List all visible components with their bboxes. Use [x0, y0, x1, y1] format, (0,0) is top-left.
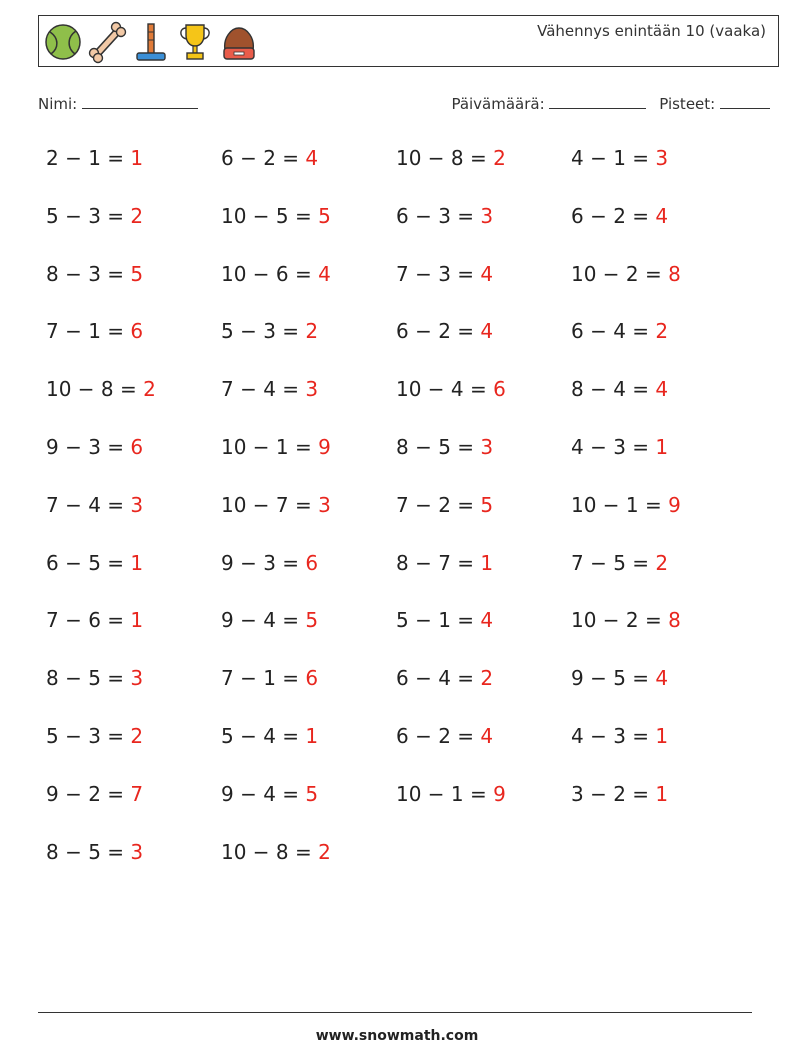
problem-item [46, 377, 156, 401]
problem-question: 8 − 5 = [46, 839, 131, 864]
problem-question: 10 − 1 = [396, 781, 494, 806]
problem-answer: 6 [130, 435, 144, 459]
problem-question: 7 − 2 = [396, 492, 481, 517]
problem-item [46, 666, 143, 690]
problem-question: 8 − 4 = [571, 377, 656, 402]
problem-item [46, 262, 143, 286]
name-field[interactable] [38, 94, 198, 113]
problem-question: 5 − 3 = [221, 319, 306, 344]
problem-question: 10 − 6 = [221, 261, 319, 286]
problem-question: 6 − 4 = [396, 666, 481, 691]
problem-answer: 3 [130, 666, 144, 691]
problem-item [396, 608, 493, 632]
problem-answer: 6 [493, 377, 506, 402]
problem-answer: 6 [305, 550, 319, 575]
problem-item [46, 551, 143, 575]
problem-answer: 2 [318, 839, 331, 864]
problem-answer: 1 [305, 724, 319, 748]
problem-item [571, 551, 668, 575]
problem-answer: 2 [655, 319, 669, 344]
worksheet-title: Vähennys enintään 10 (vaaka) [537, 22, 766, 40]
problem-question: 8 − 7 = [396, 550, 481, 575]
problem-item [221, 262, 331, 286]
date-blank[interactable] [549, 94, 646, 109]
worksheet-header [38, 15, 779, 67]
problem-item [396, 204, 493, 228]
problem-question: 10 − 1 = [221, 435, 319, 459]
date-label: Päivämäärä: [451, 95, 545, 113]
problem-answer: 2 [130, 203, 144, 228]
problem-answer: 4 [305, 146, 319, 170]
problem-answer: 4 [655, 203, 669, 228]
problem-item [221, 782, 318, 806]
problem-item [396, 262, 493, 286]
problem-answer: 9 [318, 435, 331, 459]
problem-question: 9 − 3 = [221, 550, 306, 575]
problem-item [396, 377, 506, 401]
problem-answer: 2 [493, 146, 506, 170]
problem-question: 8 − 5 = [46, 666, 131, 691]
problem-question: 5 − 1 = [396, 608, 481, 633]
problem-question: 7 − 1 = [46, 319, 131, 344]
problem-answer: 6 [305, 666, 319, 691]
problem-question: 8 − 3 = [46, 261, 131, 286]
problem-answer: 1 [130, 608, 144, 633]
problem-answer: 1 [655, 724, 669, 748]
problem-item [396, 146, 506, 170]
problem-question: 10 − 5 = [221, 203, 319, 228]
problem-answer: 4 [318, 261, 331, 286]
problem-answer: 5 [480, 492, 494, 517]
problem-item [571, 319, 668, 343]
problem-answer: 4 [480, 319, 494, 344]
problem-item [221, 319, 318, 343]
problem-answer: 2 [655, 550, 669, 575]
problem-question: 6 − 3 = [396, 203, 481, 228]
problem-answer: 5 [130, 261, 144, 286]
problem-question: 4 − 1 = [571, 146, 656, 170]
problem-question: 6 − 2 = [396, 724, 481, 748]
problem-answer: 3 [130, 839, 144, 864]
problem-question: 10 − 4 = [396, 377, 494, 402]
problem-item [396, 666, 493, 690]
problem-question: 9 − 3 = [46, 435, 131, 459]
problem-question: 6 − 2 = [221, 146, 306, 170]
problem-answer: 3 [318, 492, 331, 517]
problem-answer: 3 [655, 146, 669, 170]
problem-item [571, 608, 681, 632]
problem-item [571, 377, 668, 401]
scratching-post-icon [131, 20, 171, 64]
problem-answer: 4 [480, 608, 494, 633]
problem-answer: 4 [480, 724, 494, 748]
problem-item [46, 319, 143, 343]
problem-item [396, 493, 493, 517]
problem-answer: 7 [130, 781, 144, 806]
problem-answer: 2 [143, 377, 156, 402]
problem-question: 6 − 2 = [396, 319, 481, 344]
problem-question: 8 − 5 = [396, 435, 481, 459]
problem-item [396, 319, 493, 343]
problem-answer: 3 [305, 377, 319, 402]
problem-question: 10 − 8 = [396, 146, 494, 170]
problem-question: 10 − 1 = [571, 492, 669, 517]
problem-item [571, 782, 668, 806]
problem-item [396, 782, 506, 806]
problem-question: 5 − 4 = [221, 724, 306, 748]
problem-item [221, 840, 331, 864]
footer-divider [38, 1012, 752, 1013]
problem-item [221, 551, 318, 575]
problem-question: 10 − 8 = [221, 839, 319, 864]
problem-item [571, 724, 668, 748]
problem-question: 7 − 4 = [46, 492, 131, 517]
problem-question: 3 − 2 = [571, 781, 656, 806]
problem-question: 7 − 1 = [221, 666, 306, 691]
problem-answer: 1 [130, 146, 144, 170]
problem-answer: 4 [480, 261, 494, 286]
problem-item [571, 262, 681, 286]
problem-question: 6 − 2 = [571, 203, 656, 228]
problem-question: 10 − 8 = [46, 377, 144, 402]
name-blank[interactable] [82, 94, 198, 109]
problem-item [571, 146, 668, 170]
problem-answer: 9 [668, 492, 681, 517]
problem-item [396, 435, 493, 459]
student-info-row [38, 94, 770, 116]
problem-answer: 2 [130, 724, 144, 748]
problem-question: 9 − 2 = [46, 781, 131, 806]
problem-question: 6 − 5 = [46, 550, 131, 575]
problem-question: 10 − 2 = [571, 261, 669, 286]
icon-strip [43, 20, 259, 64]
problem-item [221, 493, 331, 517]
problem-answer: 6 [130, 319, 144, 344]
score-blank[interactable] [720, 94, 770, 109]
problem-answer: 9 [493, 781, 506, 806]
problem-item [221, 666, 318, 690]
problem-answer: 5 [305, 608, 319, 633]
problem-answer: 4 [655, 666, 669, 691]
problem-item [46, 724, 143, 748]
problem-answer: 3 [130, 492, 144, 517]
problem-item [46, 493, 143, 517]
problem-question: 9 − 4 = [221, 608, 306, 633]
name-label: Nimi: [38, 95, 78, 113]
problem-item [46, 435, 143, 459]
problem-item [571, 666, 668, 690]
problem-item [46, 204, 143, 228]
problem-item [46, 840, 143, 864]
problem-answer: 4 [655, 377, 669, 402]
problem-question: 5 − 3 = [46, 203, 131, 228]
problem-question: 7 − 6 = [46, 608, 131, 633]
problem-item [221, 146, 318, 170]
problem-answer: 3 [480, 203, 494, 228]
problem-answer: 5 [318, 203, 331, 228]
problem-question: 10 − 2 = [571, 608, 669, 633]
problem-question: 9 − 5 = [571, 666, 656, 691]
problem-answer: 3 [480, 435, 494, 459]
problem-item [571, 435, 668, 459]
problem-answer: 1 [655, 781, 669, 806]
trophy-icon [175, 20, 215, 64]
problem-item [221, 435, 331, 459]
problem-answer: 1 [130, 550, 144, 575]
problem-item [46, 782, 143, 806]
problem-item [396, 551, 493, 575]
problem-question: 7 − 5 = [571, 550, 656, 575]
problem-answer: 1 [655, 435, 669, 459]
problem-question: 4 − 3 = [571, 435, 656, 459]
tennis-ball-icon [43, 20, 83, 64]
problem-question: 4 − 3 = [571, 724, 656, 748]
problem-answer: 8 [668, 261, 681, 286]
problem-question: 10 − 7 = [221, 492, 319, 517]
problem-question: 2 − 1 = [46, 146, 131, 170]
problem-answer: 8 [668, 608, 681, 633]
footer-url: www.snowmath.com [315, 1028, 479, 1044]
problem-answer: 5 [305, 781, 319, 806]
problem-question: 7 − 4 = [221, 377, 306, 402]
problem-item [221, 608, 318, 632]
bone-icon [87, 20, 127, 64]
problem-item [221, 377, 318, 401]
problem-answer: 2 [480, 666, 494, 691]
problem-item [46, 608, 143, 632]
problem-answer: 2 [305, 319, 319, 344]
pet-bed-icon [219, 20, 259, 64]
problem-item [571, 204, 668, 228]
problem-question: 6 − 4 = [571, 319, 656, 344]
problem-item [221, 724, 318, 748]
problem-question: 7 − 3 = [396, 261, 481, 286]
problem-answer: 1 [480, 550, 494, 575]
date-score-fields [451, 94, 770, 113]
problem-question: 9 − 4 = [221, 781, 306, 806]
problem-question: 5 − 3 = [46, 724, 131, 748]
problem-item [571, 493, 681, 517]
problem-item [396, 724, 493, 748]
problem-item [46, 146, 143, 170]
problem-item [221, 204, 331, 228]
score-label: Pisteet: [659, 95, 716, 113]
